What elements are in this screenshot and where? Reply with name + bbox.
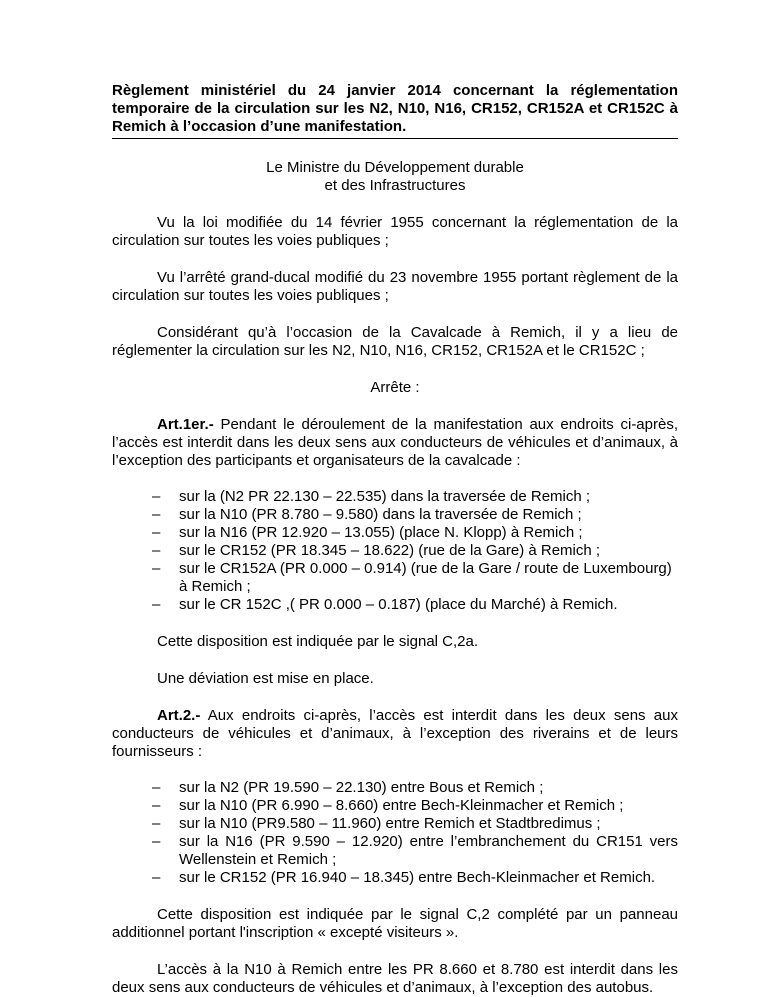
list-item: – sur le CR152A (PR 0.000 – 0.914) (rue de la Gare / route de Luxembourg) à Remich ; bbox=[152, 560, 672, 595]
article-2-text: Aux endroits ci-après, l’accès est interdit dans les deux sens aux conducteurs de véhicules et d’animaux, à l’exception des riverains et de leurs fournisseurs : bbox=[112, 707, 678, 760]
list-item: – sur le CR152 (PR 16.940 – 18.345) entre Bech-Kleinmacher et Remich. bbox=[152, 869, 656, 886]
article-2 bbox=[112, 707, 678, 761]
list-item: – sur la N10 (PR9.580 – 11.960) entre Remich et Stadtbredimus ; bbox=[152, 815, 601, 832]
list-item: – sur la N16 (PR 12.920 – 13.055) (place N. Klopp) à Remich ; bbox=[152, 524, 583, 541]
list-item: – sur le CR 152C ,( PR 0.000 – 0.187) (place du Marché) à Remich. bbox=[152, 596, 618, 613]
dash-bullet: – bbox=[152, 560, 161, 577]
dash-bullet: – bbox=[152, 506, 161, 523]
article-2-bus-exception: L’accès à la N10 à Remich entre les PR 8.660 et 8.780 est interdit dans les deux sens aux conducteurs de véhicules et d’animaux, à l’exception des autobus. bbox=[112, 961, 678, 996]
dash-bullet: – bbox=[152, 815, 161, 832]
list-item: – sur le CR152 (PR 18.345 – 18.622) (rue de la Gare) à Remich ; bbox=[152, 542, 601, 559]
dash-bullet: – bbox=[152, 488, 161, 505]
minister-heading bbox=[112, 159, 678, 195]
list-item: – sur la N10 (PR 8.780 – 9.580) dans la traversée de Remich ; bbox=[152, 506, 582, 523]
list-item: – sur la N10 (PR 6.990 – 8.660) entre Bech-Kleinmacher et Remich ; bbox=[152, 797, 624, 814]
dash-bullet: – bbox=[152, 833, 161, 850]
minister-line-1: Le Ministre du Développement durable bbox=[266, 159, 524, 176]
dash-bullet: – bbox=[152, 869, 161, 886]
article-1-signal: Cette disposition est indiquée par le signal C,2a. bbox=[157, 633, 479, 650]
recital-cavalcade: Considérant qu’à l’occasion de la Cavalcade à Remich, il y a lieu de réglementer la circulation sur les N2, N10, N16, CR152, CR152A et le CR152C ; bbox=[112, 324, 678, 359]
list-item: – sur la N16 (PR 9.590 – 12.920) entre l’embranchement du CR151 vers Wellenstein et Remich ; bbox=[152, 833, 678, 868]
dash-bullet: – bbox=[152, 542, 161, 559]
recital-law: Vu la loi modifiée du 14 février 1955 concernant la réglementation de la circulation sur toutes les voies publiques ; bbox=[112, 214, 678, 249]
article-1-text: Pendant le déroulement de la manifestation aux endroits ci-après, l’accès est interdit dans les deux sens aux conducteurs de véhicules et d’animaux, à l’exception des participants et organisateurs de la cavalcade : bbox=[112, 416, 678, 469]
article-1-road-list bbox=[112, 488, 678, 614]
document-page bbox=[112, 82, 678, 997]
regulation-title: Règlement ministériel du 24 janvier 2014 concernant la réglementation temporaire de la circulation sur les N2, N10, N16, CR152, CR152A et CR152C à Remich à l’occasion d’une manifestation. bbox=[112, 82, 678, 139]
dash-bullet: – bbox=[152, 524, 161, 541]
article-2-signal: Cette disposition est indiquée par le signal C,2 complété par un panneau additionnel portant l'inscription « excepté visiteurs ». bbox=[112, 906, 678, 941]
article-2-road-list bbox=[112, 779, 678, 887]
recital-decree: Vu l’arrêté grand-ducal modifié du 23 novembre 1955 portant règlement de la circulation sur toutes les voies publiques ; bbox=[112, 269, 678, 304]
article-1-deviation: Une déviation est mise en place. bbox=[157, 670, 374, 687]
dash-bullet: – bbox=[152, 779, 161, 796]
article-1-label: Art.1er.- bbox=[157, 416, 214, 433]
minister-line-2: et des Infrastructures bbox=[324, 177, 466, 194]
arrete-heading: Arrête : bbox=[370, 379, 420, 396]
list-item: – sur la (N2 PR 22.130 – 22.535) dans la traversée de Remich ; bbox=[152, 488, 591, 505]
dash-bullet: – bbox=[152, 797, 161, 814]
list-item: – sur la N2 (PR 19.590 – 22.130) entre Bous et Remich ; bbox=[152, 779, 544, 796]
article-1 bbox=[112, 416, 678, 470]
article-2-label: Art.2.- bbox=[157, 707, 201, 724]
dash-bullet: – bbox=[152, 596, 161, 613]
